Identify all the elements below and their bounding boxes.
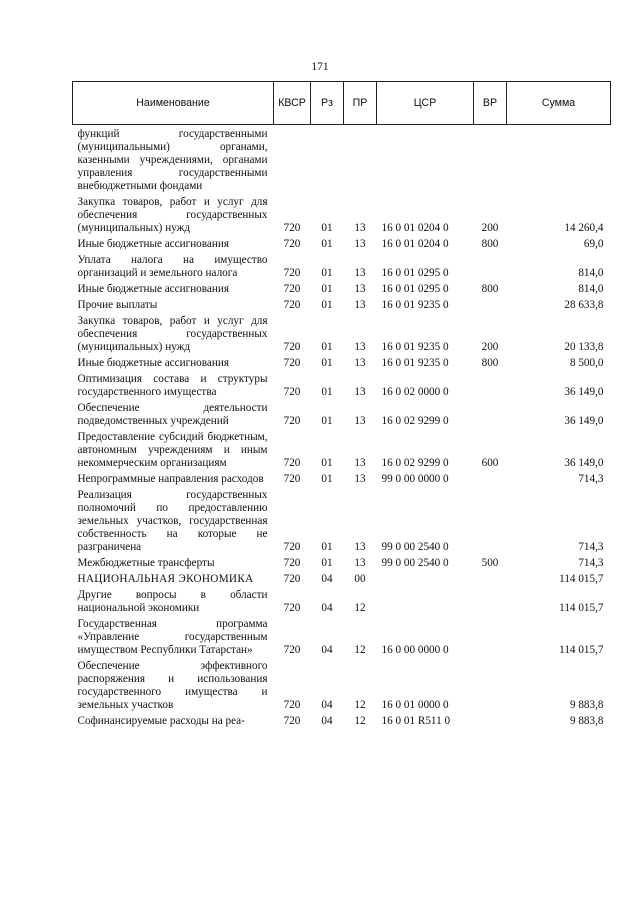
cell-name: Иные бюджетные ассигнования	[77, 357, 229, 369]
cell-pr: 13	[354, 283, 366, 295]
table-row	[73, 237, 611, 253]
cell-rz: 01	[321, 283, 333, 295]
header-sum: Сумма	[507, 82, 611, 125]
header-csr: ЦСР	[377, 82, 474, 125]
table-row	[73, 356, 611, 372]
cell-kvsr: 720	[283, 457, 301, 469]
cell-vr: 200	[481, 341, 499, 353]
cell-pr: 13	[354, 238, 366, 250]
cell-kvsr: 720	[283, 222, 301, 234]
cell-csr: 16 0 01 9235 0	[381, 357, 449, 369]
cell-sum: 36 149,0	[564, 386, 604, 398]
cell-rz: 04	[321, 644, 333, 656]
cell-vr: 600	[481, 457, 499, 469]
table-row	[73, 488, 611, 556]
cell-vr	[474, 298, 507, 314]
cell-vr	[474, 617, 507, 659]
cell-vr	[474, 372, 507, 401]
cell-csr	[377, 588, 474, 617]
cell-sum: 36 149,0	[564, 415, 604, 427]
cell-vr	[474, 714, 507, 730]
cell-kvsr: 720	[283, 267, 301, 279]
cell-vr: 200	[481, 222, 499, 234]
cell-vr	[474, 125, 507, 195]
cell-pr	[344, 125, 377, 195]
cell-vr	[474, 572, 507, 588]
header-pr: ПР	[344, 82, 377, 125]
cell-sum: 36 149,0	[564, 457, 604, 469]
table-row	[73, 588, 611, 617]
cell-name: Иные бюджетные ассигнования	[77, 283, 229, 295]
header-kvsr: КВСР	[274, 82, 311, 125]
cell-rz: 01	[321, 341, 333, 353]
cell-rz: 04	[321, 699, 333, 711]
cell-sum: 114 015,7	[559, 602, 604, 614]
table-row	[73, 372, 611, 401]
cell-sum	[507, 125, 611, 195]
cell-kvsr	[274, 125, 311, 195]
cell-name: Непрограммные направления расходов	[77, 473, 264, 485]
cell-csr: 16 0 01 0295 0	[381, 283, 449, 295]
cell-pr: 13	[354, 415, 366, 427]
cell-pr: 13	[354, 267, 366, 279]
cell-sum: 114 015,7	[559, 644, 604, 656]
cell-vr	[474, 472, 507, 488]
cell-pr: 13	[354, 222, 366, 234]
cell-pr: 12	[354, 602, 366, 614]
cell-sum: 814,0	[578, 267, 604, 279]
table-row	[73, 430, 611, 472]
table-row	[73, 253, 611, 282]
cell-pr: 13	[354, 299, 366, 311]
cell-pr: 13	[354, 341, 366, 353]
cell-name: Уплата налога на имущество организаций и земельного налога	[77, 254, 268, 279]
cell-pr: 13	[354, 473, 366, 485]
cell-csr: 99 0 00 2540 0	[381, 541, 449, 553]
cell-vr	[474, 488, 507, 556]
cell-rz: 01	[321, 457, 333, 469]
cell-pr: 12	[354, 644, 366, 656]
cell-pr: 12	[354, 715, 366, 727]
cell-vr	[474, 401, 507, 430]
cell-kvsr: 720	[283, 415, 301, 427]
header-vr: ВР	[474, 82, 507, 125]
cell-vr: 800	[481, 357, 499, 369]
cell-sum: 28 633,8	[564, 299, 604, 311]
cell-rz: 01	[321, 541, 333, 553]
cell-name: Закупка товаров, работ и услуг для обеспечения государственных (муниципальных) нужд	[77, 315, 268, 353]
cell-rz: 01	[321, 299, 333, 311]
cell-pr: 00	[354, 573, 366, 585]
cell-kvsr: 720	[283, 341, 301, 353]
cell-sum: 9 883,8	[569, 699, 604, 711]
cell-kvsr: 720	[283, 602, 301, 614]
table-row	[73, 314, 611, 356]
cell-kvsr: 720	[283, 644, 301, 656]
cell-rz: 01	[321, 222, 333, 234]
cell-name: Другие вопросы в области национальной экономики	[77, 589, 268, 614]
cell-kvsr: 720	[283, 283, 301, 295]
table-row	[73, 125, 611, 195]
cell-sum: 714,3	[578, 557, 604, 569]
cell-vr: 800	[481, 238, 499, 250]
cell-rz: 01	[321, 473, 333, 485]
cell-rz: 01	[321, 557, 333, 569]
cell-kvsr: 720	[283, 238, 301, 250]
table-body	[73, 125, 611, 730]
table-row	[73, 714, 611, 730]
cell-pr: 12	[354, 699, 366, 711]
cell-name: Межбюджетные трансферты	[77, 557, 215, 569]
cell-pr: 13	[354, 357, 366, 369]
cell-csr: 16 0 01 0295 0	[381, 267, 449, 279]
cell-csr: 16 0 01 0204 0	[381, 222, 449, 234]
cell-csr: 16 0 02 9299 0	[381, 457, 449, 469]
budget-table	[72, 81, 611, 730]
cell-name: Закупка товаров, работ и услуг для обеспечения государственных (муниципальных) нужд	[77, 196, 268, 234]
cell-kvsr: 720	[283, 386, 301, 398]
cell-kvsr: 720	[283, 473, 301, 485]
cell-sum: 114 015,7	[559, 573, 604, 585]
cell-sum: 714,3	[578, 541, 604, 553]
cell-sum: 8 500,0	[569, 357, 604, 369]
cell-rz	[311, 125, 344, 195]
cell-csr: 16 0 01 9235 0	[381, 299, 449, 311]
cell-name: Реализация государственных полномочий по предоставлению земельных участков, государственная собственность на которые не разграничена	[77, 489, 268, 553]
cell-sum: 814,0	[578, 283, 604, 295]
cell-rz: 01	[321, 415, 333, 427]
cell-csr	[377, 572, 474, 588]
table-row	[73, 282, 611, 298]
cell-pr: 13	[354, 457, 366, 469]
cell-sum: 69,0	[583, 238, 604, 250]
cell-rz: 04	[321, 602, 333, 614]
cell-sum: 9 883,8	[569, 715, 604, 727]
cell-rz: 01	[321, 238, 333, 250]
header-name: Наименование	[73, 82, 274, 125]
table-header-row	[73, 82, 611, 125]
cell-pr: 13	[354, 557, 366, 569]
table-row	[73, 556, 611, 572]
cell-pr: 13	[354, 386, 366, 398]
page-number: 171	[311, 61, 329, 73]
cell-kvsr: 720	[283, 715, 301, 727]
cell-csr: 16 0 01 9235 0	[381, 341, 449, 353]
cell-kvsr: 720	[283, 299, 301, 311]
cell-csr: 16 0 01 R511 0	[381, 715, 451, 727]
table-row	[73, 617, 611, 659]
cell-rz: 01	[321, 357, 333, 369]
cell-csr: 16 0 02 9299 0	[381, 415, 449, 427]
cell-csr	[377, 125, 474, 195]
cell-rz: 04	[321, 715, 333, 727]
cell-csr: 99 0 00 0000 0	[381, 473, 449, 485]
cell-kvsr: 720	[283, 699, 301, 711]
cell-rz: 01	[321, 267, 333, 279]
cell-csr: 16 0 00 0000 0	[381, 644, 449, 656]
cell-kvsr: 720	[283, 541, 301, 553]
table-row	[73, 472, 611, 488]
cell-rz: 01	[321, 386, 333, 398]
table-row	[73, 195, 611, 237]
cell-csr: 99 0 00 2540 0	[381, 557, 449, 569]
cell-csr: 16 0 02 0000 0	[381, 386, 449, 398]
cell-name: Прочие выплаты	[77, 299, 158, 311]
table-row	[73, 572, 611, 588]
cell-vr	[474, 588, 507, 617]
cell-pr: 13	[354, 541, 366, 553]
cell-name: НАЦИОНАЛЬНАЯ ЭКОНОМИКА	[77, 573, 254, 585]
cell-kvsr: 720	[283, 357, 301, 369]
cell-kvsr: 720	[283, 557, 301, 569]
cell-name: Государственная программа «Управление государственным имуществом Республики Татарстан»	[77, 618, 268, 656]
cell-name: Предоставление субсидий бюджетным, автономным учреждениям и иным некоммерческим организациям	[77, 431, 268, 469]
cell-csr: 16 0 01 0000 0	[381, 699, 449, 711]
header-rz: Рз	[311, 82, 344, 125]
cell-name: Оптимизация состава и структуры государственного имущества	[77, 373, 268, 398]
cell-sum: 714,3	[578, 473, 604, 485]
cell-vr	[474, 253, 507, 282]
cell-name: Обеспечение эффективного распоряжения и использования государственного имущества и земельных участков	[77, 660, 268, 711]
cell-name: Обеспечение деятельности подведомственных учреждений	[77, 402, 268, 427]
cell-sum: 20 133,8	[564, 341, 604, 353]
table-row	[73, 401, 611, 430]
cell-kvsr: 720	[283, 573, 301, 585]
table-row	[73, 659, 611, 714]
cell-name: Софинансируемые расходы на реа-	[77, 715, 245, 727]
cell-rz: 04	[321, 573, 333, 585]
cell-name: Иные бюджетные ассигнования	[77, 238, 229, 250]
table-row	[73, 298, 611, 314]
cell-vr: 500	[481, 557, 499, 569]
cell-sum: 14 260,4	[564, 222, 604, 234]
cell-vr	[474, 659, 507, 714]
cell-name: функций государственными (муниципальными) органами, казенными учреждениями, органами управления государственными внебюджетными фондами	[77, 128, 268, 192]
cell-csr: 16 0 01 0204 0	[381, 238, 449, 250]
cell-vr: 800	[481, 283, 499, 295]
